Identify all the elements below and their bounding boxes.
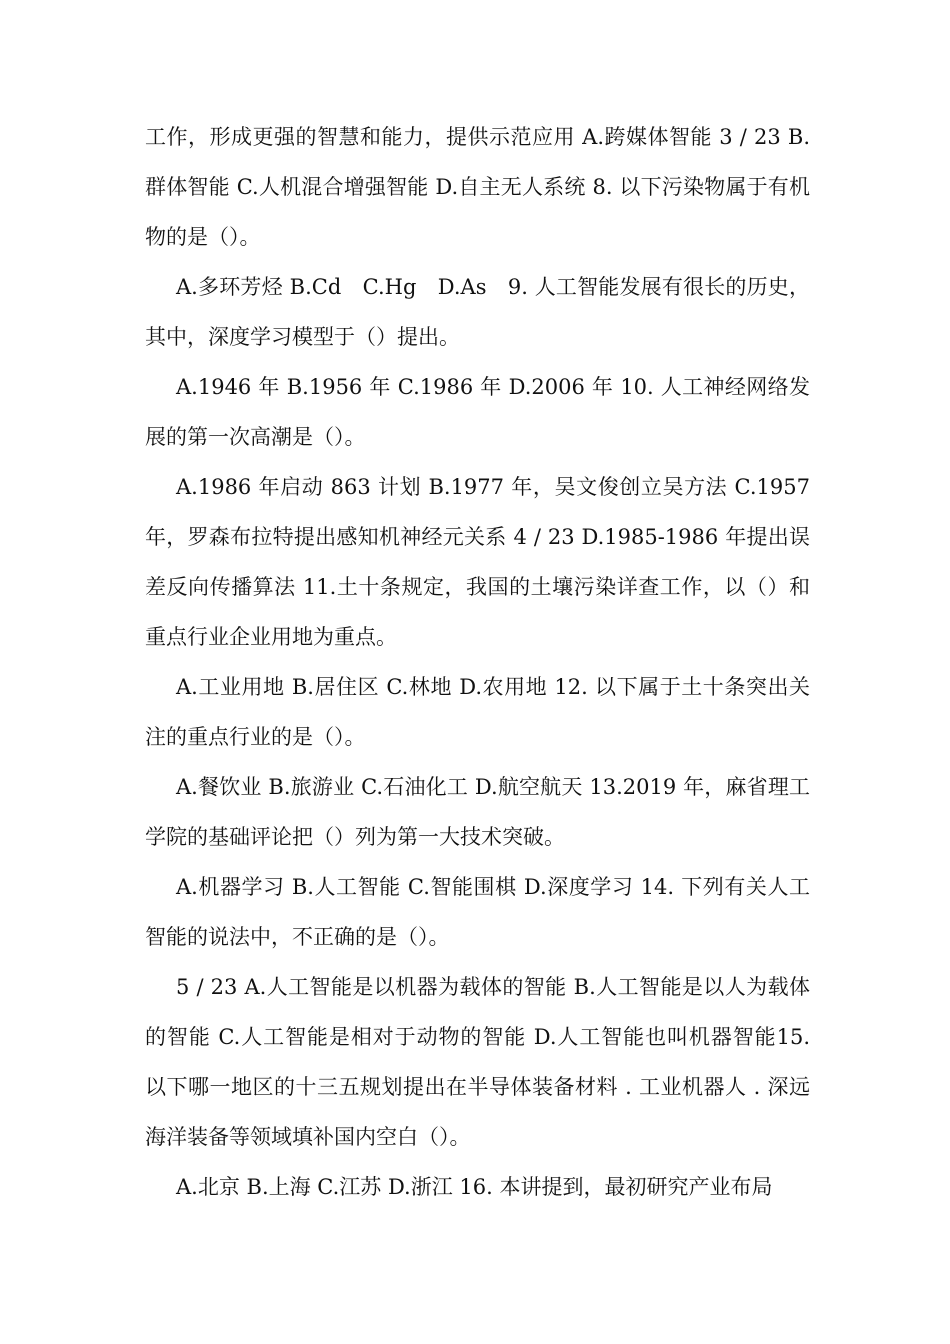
paragraph: A.北京 B.上海 C.江苏 D.浙江 16. 本讲提到，最初研究产业布局 <box>176 1175 773 1199</box>
paragraph: 工作，形成更强的智慧和能力，提供示范应用 A.跨媒体智能 3 / 23 B.群体智能 C.人机混合增强智能 D.自主无人系统 8. 以下污染物属于有机物的是（）。 <box>145 125 810 249</box>
paragraph: A.机器学习 B.人工智能 C.智能围棋 D.深度学习 14. 下列有关人工智能的说法中，不正确的是（）。 <box>145 875 810 949</box>
paragraph: A.工业用地 B.居住区 C.林地 D.农用地 12. 以下属于土十条突出关注的重点行业的是（）。 <box>145 675 810 749</box>
paragraph: A.餐饮业 B.旅游业 C.石油化工 D.航空航天 13.2019 年，麻省理工学院的基础评论把（）列为第一大技术突破。 <box>145 775 810 849</box>
paragraph: A.1946 年 B.1956 年 C.1986 年 D.2006 年 10. 人工神经网络发展的第一次高潮是（）。 <box>145 375 810 449</box>
paragraph: 5 / 23 A.人工智能是以机器为载体的智能 B.人工智能是以人为载体的智能 C.人工智能是相对于动物的智能 D.人工智能也叫机器智能15. 以下哪一地区的十三五规划提出在半导体装备材料 . 工业机器人 . 深远海洋装备等领域填补国内空白（）。 <box>145 975 810 1149</box>
document-body <box>145 112 810 1212</box>
paragraph: A.1986 年启动 863 计划 B.1977 年，吴文俊创立吴方法 C.1957 年，罗森布拉特提出感知机神经元关系 4 / 23 D.1985-1986 年提出误差反向传播算法 11.土十条规定，我国的土壤污染详查工作，以（）和重点行业企业用地为重点。 <box>145 475 810 649</box>
paragraph: A.多环芳烃 B.Cd C.Hg D.As 9. 人工智能发展有很长的历史，其中，深度学习模型于（）提出。 <box>145 275 810 349</box>
